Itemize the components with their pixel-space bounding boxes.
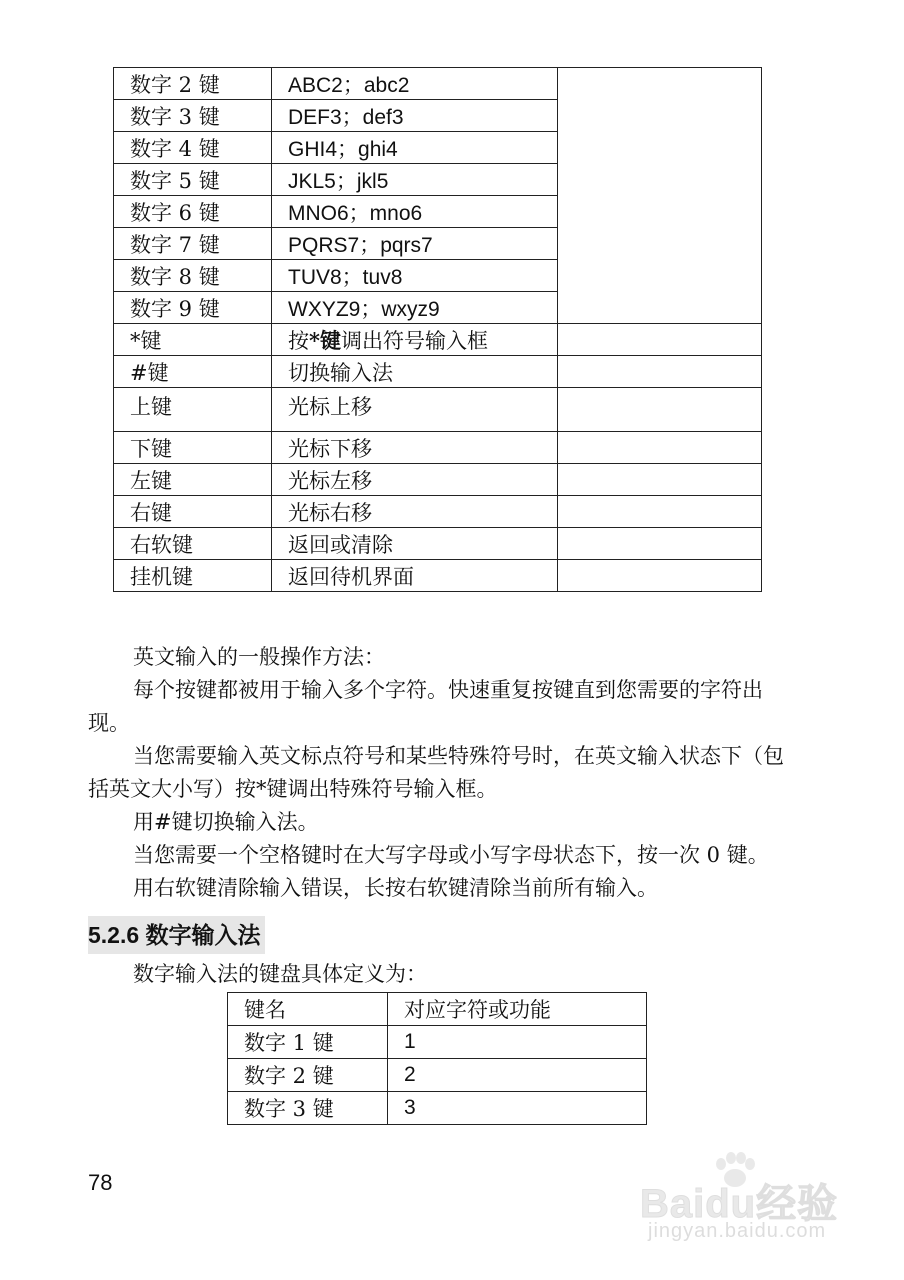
blank-cell xyxy=(558,388,762,432)
function-cell: TUV8；tuv8 xyxy=(272,260,558,292)
function-cell: PQRS7；pqrs7 xyxy=(272,228,558,260)
key-cell: 数字 4 键 xyxy=(114,132,272,164)
function-cell: 光标上移 xyxy=(272,388,558,432)
table-row xyxy=(114,528,762,560)
key-cell: 右键 xyxy=(114,496,272,528)
function-cell: 光标下移 xyxy=(272,432,558,464)
blank-cell xyxy=(558,68,762,324)
paragraph: 英文输入的一般操作方法： xyxy=(133,645,385,669)
key-cell: 数字 9 键 xyxy=(114,292,272,324)
key-cell: 数字 2 键 xyxy=(114,68,272,100)
table-row xyxy=(228,1026,647,1059)
blank-cell xyxy=(558,496,762,528)
key-cell: 数字 5 键 xyxy=(114,164,272,196)
function-cell xyxy=(272,324,558,356)
function-cell: 光标左移 xyxy=(272,464,558,496)
watermark-url: jingyan.baidu.com xyxy=(648,1220,827,1242)
table-row xyxy=(114,432,762,464)
function-cell: MNO6；mno6 xyxy=(272,196,558,228)
table-row xyxy=(114,324,762,356)
function-cell: 切换输入法 xyxy=(272,356,558,388)
table-row xyxy=(114,68,762,100)
function-text-post: 调出符号输入框 xyxy=(340,328,488,353)
function-cell: GHI4；ghi4 xyxy=(272,132,558,164)
header-cell: 对应字符或功能 xyxy=(388,993,647,1026)
function-cell: 返回待机界面 xyxy=(272,560,558,592)
key-function-table xyxy=(113,67,762,592)
function-cell: 光标右移 xyxy=(272,496,558,528)
key-cell: 数字 3 键 xyxy=(114,100,272,132)
header-cell: 键名 xyxy=(228,993,388,1026)
function-cell: 返回或清除 xyxy=(272,528,558,560)
table-row xyxy=(114,560,762,592)
key-cell: *键 xyxy=(114,324,272,356)
function-cell: WXYZ9；wxyz9 xyxy=(272,292,558,324)
blank-cell xyxy=(558,560,762,592)
key-cell: 左键 xyxy=(114,464,272,496)
key-cell: #键 xyxy=(114,356,272,388)
blank-cell xyxy=(558,464,762,496)
value-cell: 1 xyxy=(388,1026,647,1059)
key-cell: 下键 xyxy=(114,432,272,464)
key-cell: 上键 xyxy=(114,388,272,432)
table-row xyxy=(228,1092,647,1125)
paragraph: 用#键切换输入法。 xyxy=(133,810,319,834)
key-cell: 右软键 xyxy=(114,528,272,560)
blank-cell xyxy=(558,356,762,388)
table-row xyxy=(114,356,762,388)
value-cell: 3 xyxy=(388,1092,647,1125)
table-row xyxy=(114,464,762,496)
paragraph: 数字输入法的键盘具体定义为： xyxy=(133,962,427,986)
numeric-key-table xyxy=(227,992,647,1125)
key-cell: 数字 2 键 xyxy=(228,1059,388,1092)
page-number: 78 xyxy=(88,1170,113,1195)
key-cell: 挂机键 xyxy=(114,560,272,592)
function-text-pre: 按 xyxy=(288,328,309,353)
table-row xyxy=(114,388,762,432)
key-cell: 数字 3 键 xyxy=(228,1092,388,1125)
table-row xyxy=(228,1059,647,1092)
function-cell: DEF3；def3 xyxy=(272,100,558,132)
key-cell: 数字 7 键 xyxy=(114,228,272,260)
key-cell: 数字 8 键 xyxy=(114,260,272,292)
table-header-row xyxy=(228,993,647,1026)
paragraph: 每个按键都被用于输入多个字符。快速重复按键直到您需要的字符出现。 xyxy=(88,678,763,735)
paragraph: 当您需要输入英文标点符号和某些特殊符号时，在英文输入状态下（包括英文大小写）按*键调出特殊符号输入框。 xyxy=(88,744,784,801)
table-row xyxy=(114,496,762,528)
paragraph: 当您需要一个空格键时在大写字母或小写字母状态下，按一次 0 键。 xyxy=(133,843,769,867)
value-cell: 2 xyxy=(388,1059,647,1092)
watermark-brand: Baidu经验 xyxy=(640,1182,839,1226)
blank-cell xyxy=(558,324,762,356)
function-cell: ABC2；abc2 xyxy=(272,68,558,100)
watermark xyxy=(640,1150,890,1250)
section-heading: 5.2.6 数字输入法 xyxy=(88,916,265,954)
blank-cell xyxy=(558,432,762,464)
function-text-bold: *键 xyxy=(309,327,341,353)
key-cell: 数字 1 键 xyxy=(228,1026,388,1059)
blank-cell xyxy=(558,528,762,560)
paragraph: 用右软键清除输入错误，长按右软键清除当前所有输入。 xyxy=(133,876,658,900)
key-cell: 数字 6 键 xyxy=(114,196,272,228)
function-cell: JKL5；jkl5 xyxy=(272,164,558,196)
